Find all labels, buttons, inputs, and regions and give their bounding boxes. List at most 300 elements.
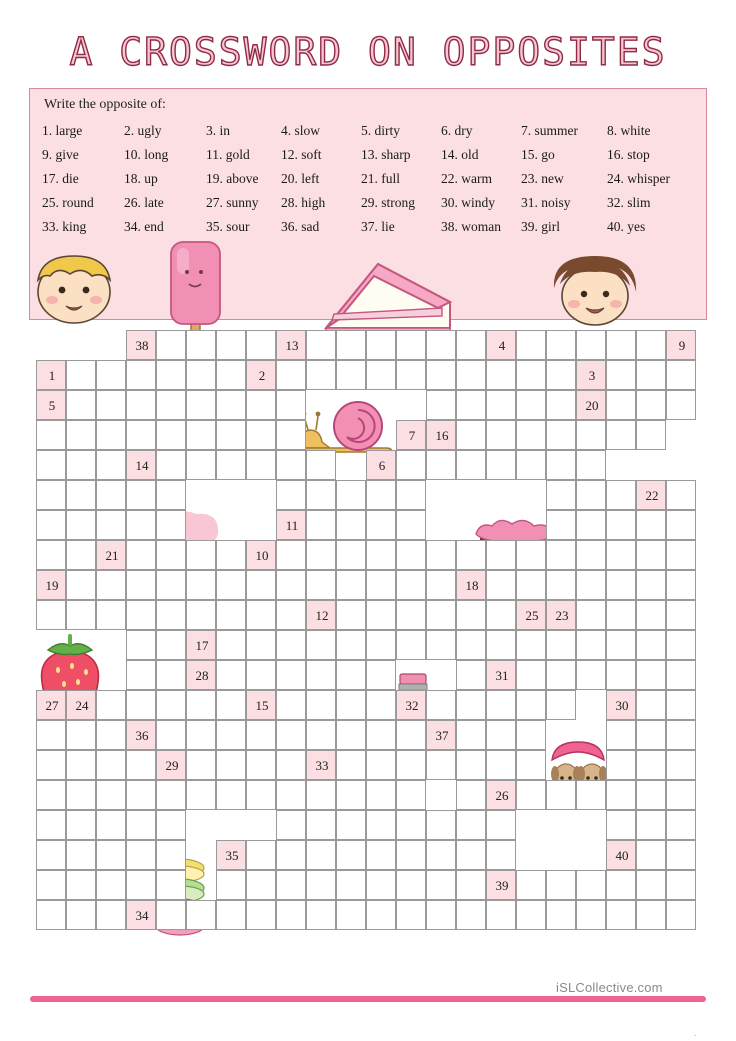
crossword-cell[interactable] xyxy=(246,330,276,360)
crossword-cell[interactable] xyxy=(546,480,576,510)
crossword-cell[interactable] xyxy=(216,900,246,930)
crossword-cell-numbered[interactable] xyxy=(126,450,156,480)
crossword-cell[interactable] xyxy=(546,510,576,540)
crossword-cell[interactable] xyxy=(606,780,636,810)
crossword-cell[interactable] xyxy=(666,390,696,420)
crossword-cell[interactable] xyxy=(246,450,276,480)
crossword-cell[interactable] xyxy=(486,630,516,660)
crossword-cell[interactable] xyxy=(546,390,576,420)
crossword-cell[interactable] xyxy=(306,720,336,750)
crossword-cell[interactable] xyxy=(366,780,396,810)
crossword-cell[interactable] xyxy=(516,690,546,720)
crossword-cell[interactable] xyxy=(366,330,396,360)
crossword-cell[interactable] xyxy=(126,840,156,870)
crossword-cell[interactable] xyxy=(276,630,306,660)
crossword-cell[interactable] xyxy=(276,360,306,390)
crossword-cell[interactable] xyxy=(186,360,216,390)
crossword-cell[interactable] xyxy=(606,420,636,450)
crossword-cell[interactable] xyxy=(246,660,276,690)
crossword-cell[interactable] xyxy=(36,510,66,540)
crossword-cell[interactable] xyxy=(486,840,516,870)
crossword-cell[interactable] xyxy=(366,840,396,870)
crossword-cell[interactable] xyxy=(636,720,666,750)
crossword-cell[interactable] xyxy=(576,540,606,570)
crossword-cell-numbered[interactable] xyxy=(36,360,66,390)
crossword-cell[interactable] xyxy=(96,420,126,450)
crossword-cell[interactable] xyxy=(126,630,156,660)
crossword-cell[interactable] xyxy=(516,570,546,600)
crossword-cell[interactable] xyxy=(126,420,156,450)
crossword-cell[interactable] xyxy=(96,360,126,390)
crossword-cell[interactable] xyxy=(426,810,456,840)
crossword-cell[interactable] xyxy=(366,900,396,930)
crossword-cell[interactable] xyxy=(156,450,186,480)
crossword-cell[interactable] xyxy=(366,660,396,690)
crossword-cell[interactable] xyxy=(156,690,186,720)
crossword-cell[interactable] xyxy=(246,870,276,900)
crossword-cell[interactable] xyxy=(396,480,426,510)
crossword-cell[interactable] xyxy=(246,420,276,450)
crossword-cell[interactable] xyxy=(306,480,336,510)
crossword-cell[interactable] xyxy=(486,690,516,720)
crossword-cell[interactable] xyxy=(516,540,546,570)
crossword-cell[interactable] xyxy=(126,390,156,420)
crossword-cell[interactable] xyxy=(306,360,336,390)
crossword-cell[interactable] xyxy=(546,330,576,360)
crossword-cell-numbered[interactable] xyxy=(246,540,276,570)
crossword-cell[interactable] xyxy=(396,900,426,930)
crossword-cell-numbered[interactable] xyxy=(396,690,426,720)
crossword-cell[interactable] xyxy=(426,870,456,900)
crossword-cell[interactable] xyxy=(636,600,666,630)
crossword-cell[interactable] xyxy=(396,600,426,630)
crossword-cell[interactable] xyxy=(126,750,156,780)
crossword-cell[interactable] xyxy=(126,810,156,840)
crossword-cell-numbered[interactable] xyxy=(636,480,666,510)
crossword-cell[interactable] xyxy=(636,510,666,540)
crossword-cell[interactable] xyxy=(576,780,606,810)
crossword-cell-numbered[interactable] xyxy=(246,360,276,390)
crossword-cell[interactable] xyxy=(336,840,366,870)
crossword-cell-numbered[interactable] xyxy=(36,390,66,420)
crossword-cell[interactable] xyxy=(546,780,576,810)
crossword-cell[interactable] xyxy=(486,750,516,780)
crossword-cell[interactable] xyxy=(276,870,306,900)
crossword-cell[interactable] xyxy=(636,870,666,900)
crossword-cell[interactable] xyxy=(96,750,126,780)
crossword-cell-numbered[interactable] xyxy=(126,720,156,750)
crossword-cell[interactable] xyxy=(636,900,666,930)
crossword-cell[interactable] xyxy=(606,330,636,360)
crossword-cell[interactable] xyxy=(456,750,486,780)
crossword-cell[interactable] xyxy=(456,390,486,420)
crossword-cell[interactable] xyxy=(246,390,276,420)
crossword-cell[interactable] xyxy=(66,480,96,510)
crossword-cell[interactable] xyxy=(186,900,216,930)
crossword-cell[interactable] xyxy=(426,690,456,720)
crossword-cell[interactable] xyxy=(126,510,156,540)
crossword-cell[interactable] xyxy=(516,330,546,360)
crossword-cell[interactable] xyxy=(276,540,306,570)
crossword-cell-numbered[interactable] xyxy=(66,690,96,720)
crossword-cell[interactable] xyxy=(306,870,336,900)
crossword-cell[interactable] xyxy=(456,660,486,690)
crossword-cell[interactable] xyxy=(636,330,666,360)
crossword-cell[interactable] xyxy=(606,390,636,420)
crossword-cell[interactable] xyxy=(36,810,66,840)
crossword-cell[interactable] xyxy=(156,390,186,420)
crossword-cell[interactable] xyxy=(576,600,606,630)
crossword-cell[interactable] xyxy=(486,600,516,630)
crossword-cell[interactable] xyxy=(396,570,426,600)
crossword-cell[interactable] xyxy=(36,600,66,630)
crossword-cell[interactable] xyxy=(546,570,576,600)
crossword-cell-numbered[interactable] xyxy=(36,690,66,720)
crossword-cell[interactable] xyxy=(516,900,546,930)
crossword-cell[interactable] xyxy=(396,810,426,840)
crossword-cell[interactable] xyxy=(606,540,636,570)
crossword-cell[interactable] xyxy=(456,720,486,750)
crossword-cell[interactable] xyxy=(426,570,456,600)
crossword-cell[interactable] xyxy=(36,750,66,780)
crossword-cell[interactable] xyxy=(666,840,696,870)
crossword-cell[interactable] xyxy=(606,630,636,660)
crossword-cell[interactable] xyxy=(636,570,666,600)
crossword-cell[interactable] xyxy=(186,540,216,570)
crossword-cell[interactable] xyxy=(156,900,186,930)
crossword-cell[interactable] xyxy=(66,720,96,750)
crossword-cell[interactable] xyxy=(666,540,696,570)
crossword-cell-numbered[interactable] xyxy=(126,330,156,360)
crossword-cell[interactable] xyxy=(156,510,186,540)
crossword-cell-numbered[interactable] xyxy=(216,840,246,870)
crossword-cell[interactable] xyxy=(186,750,216,780)
crossword-cell[interactable] xyxy=(36,780,66,810)
crossword-cell[interactable] xyxy=(456,600,486,630)
crossword-cell-numbered[interactable] xyxy=(486,870,516,900)
crossword-cell[interactable] xyxy=(456,840,486,870)
crossword-cell-numbered[interactable] xyxy=(246,690,276,720)
crossword-cell[interactable] xyxy=(336,900,366,930)
crossword-cell[interactable] xyxy=(96,720,126,750)
crossword-cell[interactable] xyxy=(606,570,636,600)
crossword-cell[interactable] xyxy=(366,630,396,660)
crossword-cell[interactable] xyxy=(186,780,216,810)
crossword-cell[interactable] xyxy=(366,510,396,540)
crossword-cell[interactable] xyxy=(456,900,486,930)
crossword-cell[interactable] xyxy=(306,450,336,480)
crossword-cell[interactable] xyxy=(156,810,186,840)
crossword-cell[interactable] xyxy=(186,600,216,630)
crossword-cell[interactable] xyxy=(66,360,96,390)
crossword-cell[interactable] xyxy=(396,630,426,660)
crossword-cell[interactable] xyxy=(606,600,636,630)
crossword-cell[interactable] xyxy=(366,690,396,720)
crossword-cell[interactable] xyxy=(96,870,126,900)
crossword-cell[interactable] xyxy=(306,540,336,570)
crossword-cell[interactable] xyxy=(306,840,336,870)
crossword-cell[interactable] xyxy=(546,450,576,480)
crossword-cell[interactable] xyxy=(486,360,516,390)
crossword-cell[interactable] xyxy=(666,630,696,660)
crossword-cell[interactable] xyxy=(546,660,576,690)
crossword-cell[interactable] xyxy=(456,780,486,810)
crossword-cell[interactable] xyxy=(666,660,696,690)
crossword-cell[interactable] xyxy=(336,360,366,390)
crossword-cell[interactable] xyxy=(216,450,246,480)
crossword-cell[interactable] xyxy=(576,630,606,660)
crossword-cell[interactable] xyxy=(336,750,366,780)
crossword-cell-numbered[interactable] xyxy=(36,570,66,600)
crossword-cell[interactable] xyxy=(336,540,366,570)
crossword-cell[interactable] xyxy=(156,870,186,900)
crossword-cell[interactable] xyxy=(396,510,426,540)
crossword-cell-numbered[interactable] xyxy=(606,840,636,870)
crossword-cell[interactable] xyxy=(576,420,606,450)
crossword-cell[interactable] xyxy=(66,750,96,780)
crossword-cell[interactable] xyxy=(336,480,366,510)
crossword-cell[interactable] xyxy=(216,360,246,390)
crossword-cell[interactable] xyxy=(36,900,66,930)
crossword-cell[interactable] xyxy=(336,690,366,720)
crossword-cell[interactable] xyxy=(396,780,426,810)
crossword-cell[interactable] xyxy=(576,480,606,510)
crossword-cell[interactable] xyxy=(606,510,636,540)
crossword-cell[interactable] xyxy=(666,900,696,930)
crossword-cell[interactable] xyxy=(396,750,426,780)
crossword-cell-numbered[interactable] xyxy=(306,750,336,780)
crossword-cell[interactable] xyxy=(186,390,216,420)
crossword-cell[interactable] xyxy=(606,900,636,930)
crossword-cell[interactable] xyxy=(486,450,516,480)
crossword-cell[interactable] xyxy=(606,720,636,750)
crossword-cell[interactable] xyxy=(366,870,396,900)
crossword-cell[interactable] xyxy=(276,720,306,750)
crossword-cell[interactable] xyxy=(66,810,96,840)
crossword-cell[interactable] xyxy=(336,660,366,690)
crossword-cell[interactable] xyxy=(156,360,186,390)
crossword-cell[interactable] xyxy=(486,390,516,420)
crossword-cell[interactable] xyxy=(96,900,126,930)
crossword-cell[interactable] xyxy=(666,870,696,900)
crossword-cell[interactable] xyxy=(606,360,636,390)
crossword-cell-numbered[interactable] xyxy=(366,450,396,480)
crossword-cell-numbered[interactable] xyxy=(396,420,426,450)
crossword-cell[interactable] xyxy=(216,690,246,720)
crossword-cell[interactable] xyxy=(66,780,96,810)
crossword-cell[interactable] xyxy=(546,360,576,390)
crossword-cell[interactable] xyxy=(126,570,156,600)
crossword-cell[interactable] xyxy=(276,420,306,450)
crossword-cell[interactable] xyxy=(426,330,456,360)
crossword-cell[interactable] xyxy=(96,510,126,540)
crossword-cell[interactable] xyxy=(186,420,216,450)
crossword-cell[interactable] xyxy=(366,540,396,570)
crossword-cell[interactable] xyxy=(246,600,276,630)
crossword-cell[interactable] xyxy=(576,900,606,930)
crossword-cell[interactable] xyxy=(306,630,336,660)
crossword-cell[interactable] xyxy=(366,750,396,780)
crossword-cell[interactable] xyxy=(96,390,126,420)
crossword-cell[interactable] xyxy=(426,450,456,480)
crossword-cell[interactable] xyxy=(246,840,276,870)
crossword-cell[interactable] xyxy=(126,540,156,570)
crossword-cell[interactable] xyxy=(666,780,696,810)
crossword-cell[interactable] xyxy=(576,510,606,540)
crossword-cell[interactable] xyxy=(366,360,396,390)
crossword-cell[interactable] xyxy=(66,390,96,420)
crossword-cell[interactable] xyxy=(636,660,666,690)
crossword-cell[interactable] xyxy=(666,510,696,540)
crossword-cell[interactable] xyxy=(426,540,456,570)
crossword-cell-numbered[interactable] xyxy=(576,360,606,390)
crossword-cell[interactable] xyxy=(36,720,66,750)
crossword-cell[interactable] xyxy=(516,420,546,450)
crossword-cell[interactable] xyxy=(336,600,366,630)
crossword-cell[interactable] xyxy=(156,660,186,690)
crossword-cell[interactable] xyxy=(306,510,336,540)
crossword-cell[interactable] xyxy=(456,450,486,480)
crossword-cell[interactable] xyxy=(216,720,246,750)
crossword-cell[interactable] xyxy=(216,330,246,360)
crossword-cell[interactable] xyxy=(306,900,336,930)
crossword-cell[interactable] xyxy=(306,330,336,360)
crossword-cell-numbered[interactable] xyxy=(486,330,516,360)
crossword-cell[interactable] xyxy=(216,540,246,570)
crossword-cell[interactable] xyxy=(336,330,366,360)
crossword-cell[interactable] xyxy=(456,630,486,660)
crossword-cell[interactable] xyxy=(516,720,546,750)
crossword-cell[interactable] xyxy=(336,870,366,900)
crossword-cell[interactable] xyxy=(396,360,426,390)
crossword-cell[interactable] xyxy=(426,900,456,930)
crossword-cell[interactable] xyxy=(576,870,606,900)
crossword-cell[interactable] xyxy=(456,540,486,570)
crossword-cell-numbered[interactable] xyxy=(186,630,216,660)
crossword-cell-numbered[interactable] xyxy=(426,420,456,450)
crossword-cell[interactable] xyxy=(606,750,636,780)
crossword-cell[interactable] xyxy=(426,600,456,630)
crossword-cell[interactable] xyxy=(126,600,156,630)
crossword-cell[interactable] xyxy=(126,780,156,810)
crossword-cell[interactable] xyxy=(276,810,306,840)
crossword-cell[interactable] xyxy=(366,480,396,510)
crossword-cell[interactable] xyxy=(276,600,306,630)
crossword-cell[interactable] xyxy=(66,570,96,600)
crossword-cell[interactable] xyxy=(456,870,486,900)
crossword-cell[interactable] xyxy=(576,450,606,480)
crossword-cell[interactable] xyxy=(216,570,246,600)
crossword-cell[interactable] xyxy=(66,420,96,450)
crossword-cell[interactable] xyxy=(666,360,696,390)
crossword-cell[interactable] xyxy=(666,480,696,510)
crossword-cell[interactable] xyxy=(486,420,516,450)
crossword-cell[interactable] xyxy=(276,900,306,930)
crossword-cell[interactable] xyxy=(636,750,666,780)
crossword-cell[interactable] xyxy=(486,570,516,600)
crossword-cell-numbered[interactable] xyxy=(456,570,486,600)
crossword-cell[interactable] xyxy=(636,840,666,870)
crossword-cell[interactable] xyxy=(516,450,546,480)
crossword-cell[interactable] xyxy=(66,510,96,540)
crossword-cell-numbered[interactable] xyxy=(606,690,636,720)
crossword-cell-numbered[interactable] xyxy=(486,780,516,810)
crossword-cell[interactable] xyxy=(156,420,186,450)
crossword-cell[interactable] xyxy=(96,810,126,840)
crossword-cell[interactable] xyxy=(246,720,276,750)
crossword-cell[interactable] xyxy=(396,720,426,750)
crossword-cell[interactable] xyxy=(96,690,126,720)
crossword-cell-numbered[interactable] xyxy=(576,390,606,420)
crossword-cell[interactable] xyxy=(36,870,66,900)
crossword-cell[interactable] xyxy=(606,480,636,510)
crossword-cell[interactable] xyxy=(216,660,246,690)
crossword-cell-numbered[interactable] xyxy=(306,600,336,630)
crossword-cell-numbered[interactable] xyxy=(96,540,126,570)
crossword-cell[interactable] xyxy=(66,600,96,630)
crossword-cell[interactable] xyxy=(396,870,426,900)
crossword-cell[interactable] xyxy=(456,690,486,720)
crossword-cell[interactable] xyxy=(306,690,336,720)
crossword-cell[interactable] xyxy=(216,780,246,810)
crossword-cell[interactable] xyxy=(306,780,336,810)
crossword-cell[interactable] xyxy=(516,660,546,690)
crossword-cell[interactable] xyxy=(126,480,156,510)
crossword-cell[interactable] xyxy=(276,660,306,690)
crossword-cell[interactable] xyxy=(486,540,516,570)
crossword-cell[interactable] xyxy=(426,750,456,780)
crossword-cell[interactable] xyxy=(486,720,516,750)
crossword-cell[interactable] xyxy=(366,570,396,600)
crossword-cell-numbered[interactable] xyxy=(156,750,186,780)
crossword-cell[interactable] xyxy=(666,690,696,720)
crossword-cell[interactable] xyxy=(66,450,96,480)
crossword-cell[interactable] xyxy=(336,780,366,810)
crossword-cell[interactable] xyxy=(66,900,96,930)
crossword-cell[interactable] xyxy=(486,900,516,930)
crossword-cell[interactable] xyxy=(366,720,396,750)
crossword-cell[interactable] xyxy=(96,570,126,600)
crossword-cell[interactable] xyxy=(606,870,636,900)
crossword-cell[interactable] xyxy=(336,810,366,840)
crossword-cell[interactable] xyxy=(336,630,366,660)
crossword-cell[interactable] xyxy=(426,630,456,660)
crossword-cell[interactable] xyxy=(426,390,456,420)
crossword-cell[interactable] xyxy=(276,750,306,780)
crossword-cell[interactable] xyxy=(156,480,186,510)
crossword-cell[interactable] xyxy=(636,360,666,390)
crossword-cell[interactable] xyxy=(516,630,546,660)
crossword-cell[interactable] xyxy=(636,420,666,450)
crossword-cell[interactable] xyxy=(546,630,576,660)
crossword-cell[interactable] xyxy=(36,480,66,510)
crossword-cell[interactable] xyxy=(636,630,666,660)
crossword-cell[interactable] xyxy=(276,840,306,870)
crossword-cell[interactable] xyxy=(306,660,336,690)
crossword-cell[interactable] xyxy=(636,390,666,420)
crossword-cell[interactable] xyxy=(426,840,456,870)
crossword-cell[interactable] xyxy=(156,600,186,630)
crossword-cell[interactable] xyxy=(156,780,186,810)
crossword-cell[interactable] xyxy=(336,570,366,600)
crossword-cell[interactable] xyxy=(126,690,156,720)
crossword-cell[interactable] xyxy=(96,600,126,630)
crossword-cell[interactable] xyxy=(66,870,96,900)
crossword-cell[interactable] xyxy=(216,390,246,420)
crossword-cell[interactable] xyxy=(666,570,696,600)
crossword-cell[interactable] xyxy=(456,420,486,450)
crossword-cell[interactable] xyxy=(246,630,276,660)
